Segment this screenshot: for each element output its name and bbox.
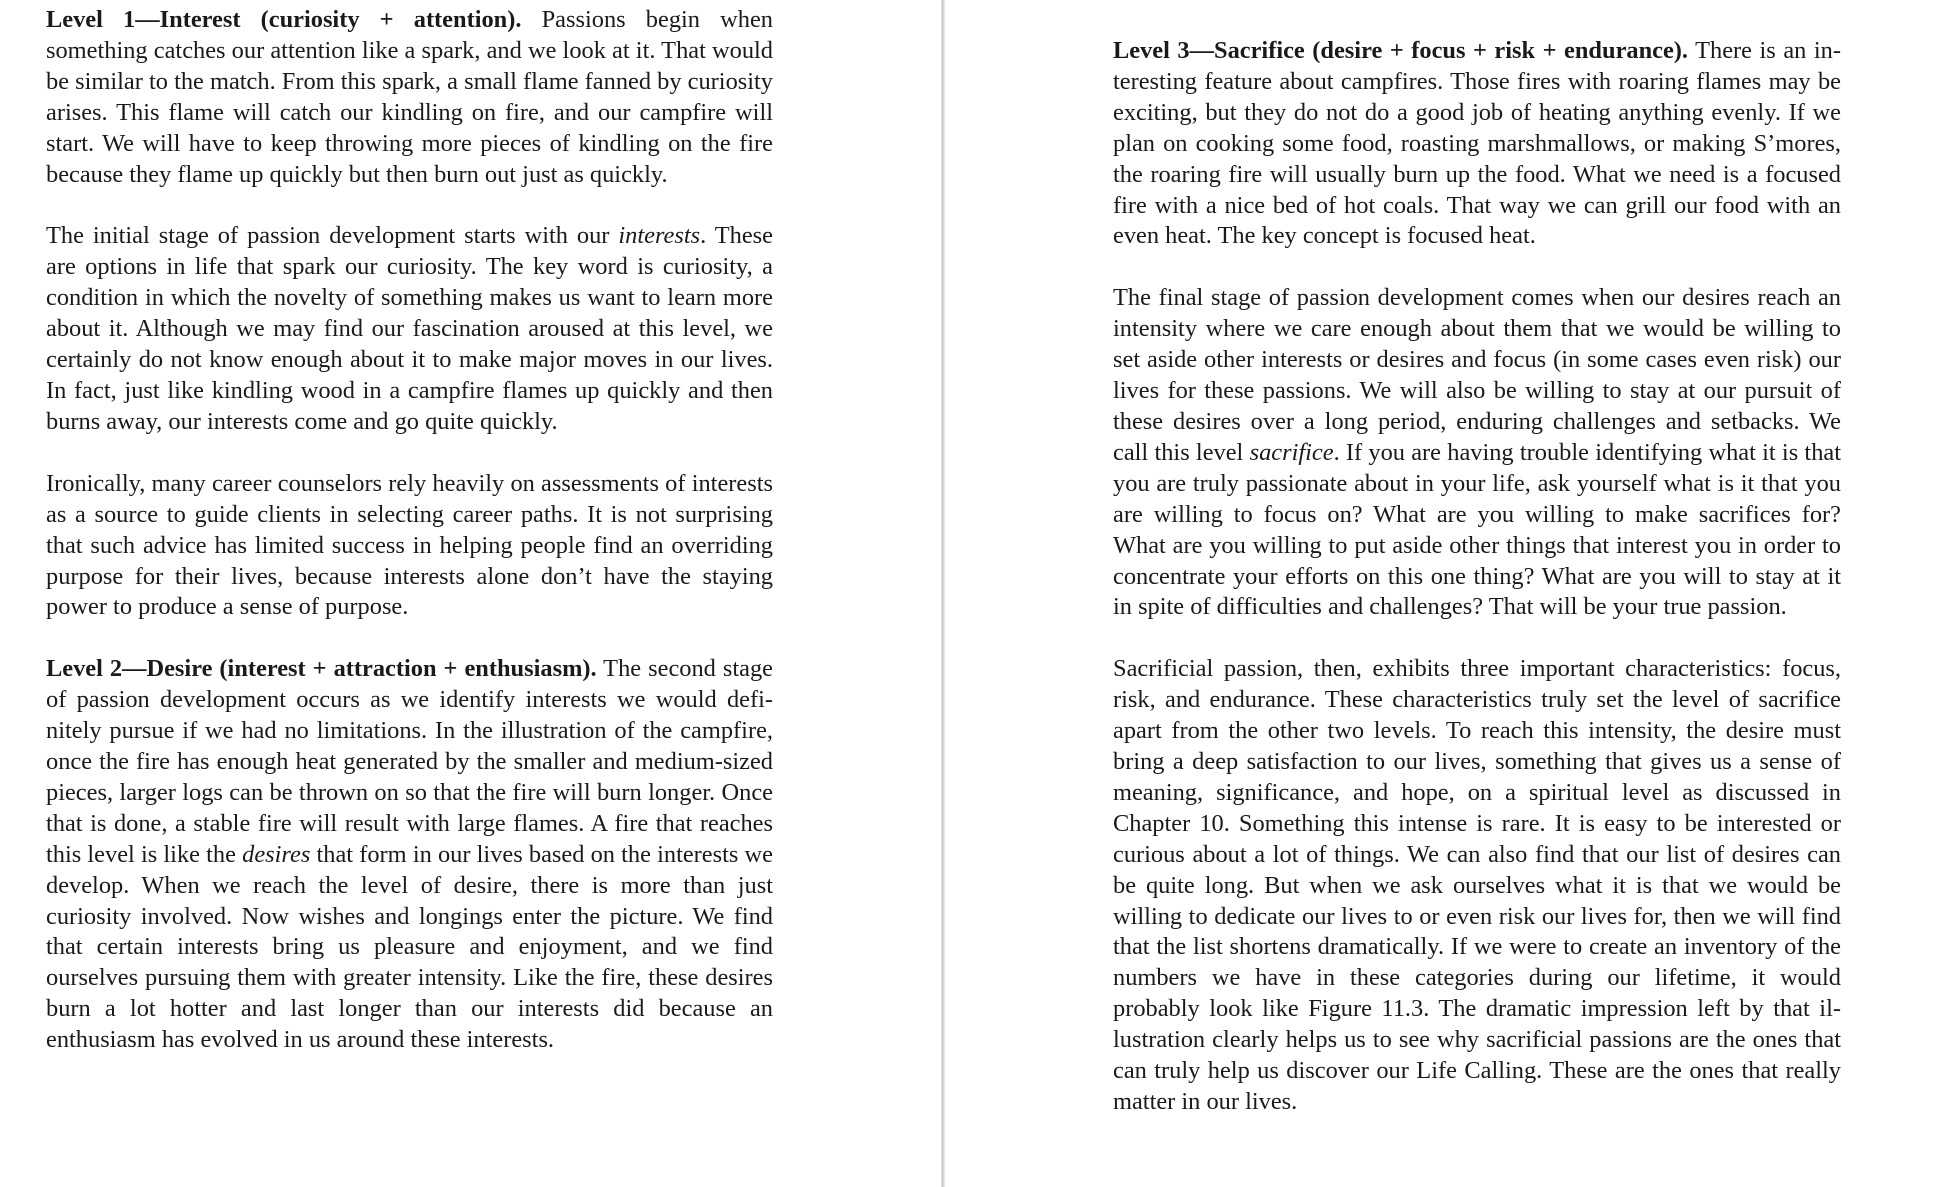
ironically-paragraph: Ironically, many career counselors rely heavily on assessments of interests as a source to guide clients in selecting career paths. It is not surprising that such advice has limited success in helping people find an overriding purpose for their lives, because interests alone don’t have the staying power to produce a sense of purpose. [46, 469, 773, 621]
level3-heading: Level 3—Sacrifice (desire + focus + risk + endurance). [1113, 37, 1689, 64]
level1-paragraph [46, 5, 773, 190]
final-stage-paragraph [1113, 283, 1841, 623]
right-text-column [1113, 36, 1841, 1149]
level1-heading: Level 1—Interest (curiosity + attention). [46, 6, 522, 33]
initial-stage-text-start: The initial stage of passion development starts with our [46, 222, 619, 250]
level3-paragraph [1113, 36, 1841, 252]
level2-paragraph [46, 654, 773, 1056]
left-text-column [46, 5, 773, 1087]
right-page [945, 0, 1942, 1187]
sacrifice-emphasis: sacrifice [1249, 438, 1334, 466]
level2-heading: Level 2—Desire (interest + attraction + enthusiasm). [46, 655, 597, 683]
interests-emphasis: interests [618, 222, 701, 250]
level1-body: Passions begin when something catches our attention like a spark, and we look at it. That would be similar to the match. From this spark, a small flame fanned by curiosity arises. This flame will catch our kindling on fire, and our campfire will start. We will have to keep throwing more pieces of kindling on the fire because they flame up quickly but then burn out just as quickly. [46, 6, 773, 188]
final-stage-text-end: . If you are having trouble identifying what it is that you are truly passionate about in your life, ask yourself what is it that you are willing to focus on? What are you willing to make sacrifices for? What are you willing to put aside other things that interest you in order to concentrate your efforts on this one thing? What are you will to stay at it in spite of difficulties and challenges? That will be your true passion. [1113, 438, 1841, 621]
desires-emphasis: desires [242, 840, 311, 868]
final-stage-text-start: The final stage of passion development comes when our desires reach an intensity where we care enough about them that we would be willing to set aside other interests or desires and focus (in some cases even risk) our lives for these passions. We will also be willing to stay at our pursuit of these desires over a long period, enduring challenges and setbacks. We call this level [1113, 284, 1841, 466]
sacrificial-paragraph: Sacrificial passion, then, exhibits three important characteristics: focus, risk, and endurance. These characteristics truly set the level of sacrifice apart from the other two levels. To reach this intensity, the desire must bring a deep satisfaction to our lives, something that gives us a sense of meaning, significance, and hope, on a spiritual level as discussed in Chapter 10. Something this intense is rare. It is easy to be interested or curious about a lot of things. We can also find that our list of desires can be quite long. But when we ask ourselves what it is that we would be willing to dedicate our lives to or even risk our lives for, then we will find that the list shortens dramatically. If we were to create an inventory of the numbers we have in these categories during our lifetime, it would probably look like Figure 11.3. The dramatic impression left by that illustration clearly helps us to see why sacrificial passions are the ones that can truly help us discover our Life Calling. These are the ones that really matter in our lives. [1113, 655, 1841, 1115]
level3-body: There is an interesting feature about campfires. Those fires with roaring flames may be exciting, but they do not do a good job of heating anything evenly. If we plan on cooking some food, roasting marshmallows, or making S’mores, the roaring fire will usually burn up the food. What we need is a focused fire with a nice bed of hot coals. That way we can grill our food with an even heat. The key concept is focused heat. [1113, 37, 1841, 250]
initial-stage-paragraph [46, 221, 773, 437]
level2-text-end: that form in our lives based on the interests we develop. When we reach the level of desire, there is more than just curiosity involved. Now wishes and longings enter the picture. We find that certain interests bring us pleasure and enjoyment, and we find ourselves pursuing them with greater intensity. Like the fire, these desires burn a lot hotter and last longer than our interests did because an enthusiasm has evolved in us around these interests. [46, 840, 773, 1054]
initial-stage-text-end: . These are options in life that spark our curiosity. The key word is curiosity, a condition in which the novelty of something makes us want to learn more about it. Although we may find our fascination aroused at this level, we certainly do not know enough about it to make major moves in our lives. In fact, just like kindling wood in a campfire flames up quickly and then burns away, our interests come and go quite quickly. [46, 222, 773, 435]
level2-text-start: The second stage of passion development occurs as we identify interests we would definitely pursue if we had no limitations. In the illustration of the campfire, once the fire has enough heat generated by the smaller and medium-sized pieces, larger logs can be thrown on so that the fire will burn longer. Once that is done, a stable fire will result with large flames. A fire that reaches this level is like the [46, 655, 773, 868]
left-page [0, 0, 941, 1187]
